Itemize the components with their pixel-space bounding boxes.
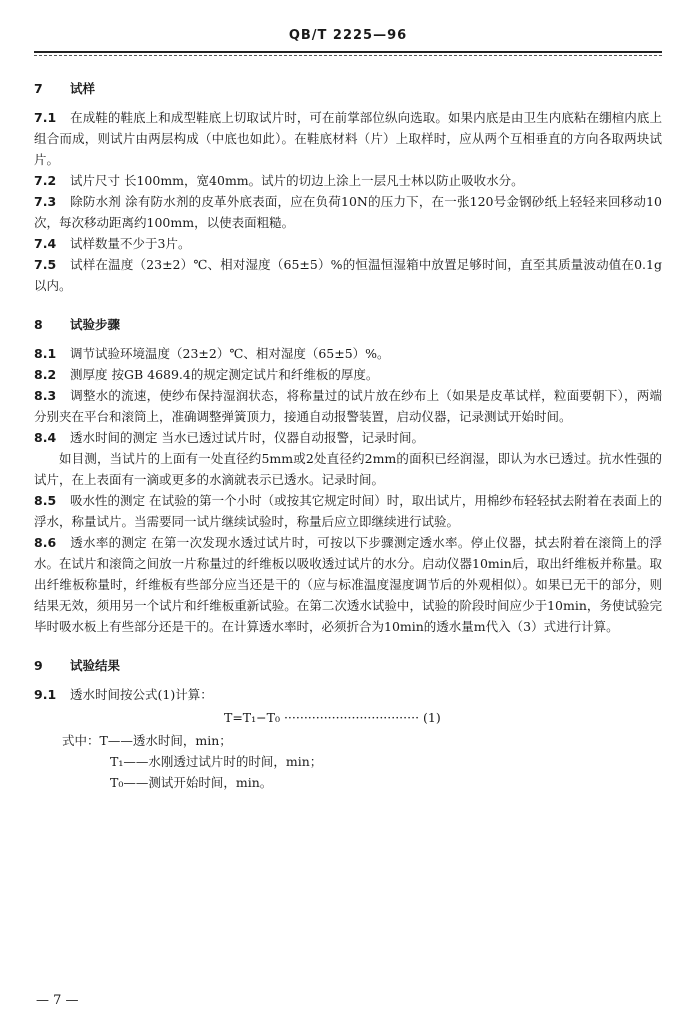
header-rule-dashed: [34, 55, 662, 56]
para-7-3: 7.3 除防水剂 涂有防水剂的皮革外底表面，应在负荷10N的压力下，在一张120号金钢砂纸上轻轻来回移动10次，每次移动距离约100mm，以使表面粗糙。: [34, 194, 662, 230]
para-8-5: 8.5 吸水性的测定 在试验的第一个小时（或按其它规定时间）时，取出试片，用棉纱布轻轻拭去附着在表面上的浮水，称量试片。当需要同一试片继续试验时，称量后应立即继续进行试验。: [34, 493, 662, 529]
para-8-2: 8.2 测厚度 按GB 4689.4的规定测定试片和纤维板的厚度。: [34, 367, 379, 382]
where-t: 式中：T——透水时间，min；: [62, 733, 232, 748]
page-header: QB/T 2225—96: [288, 28, 408, 43]
section-9-heading: 9 试验结果: [34, 658, 121, 673]
para-8-4-cont: 如目测，当试片的上面有一处直径约5mm或2处直径约2mm的面积已经润湿，即认为水已透过。抗水性强的试片，在上表面有一滴或更多的水滴就表示已透水。记录时间。: [34, 451, 662, 487]
para-7-1: 7.1 在成鞋的鞋底上和成型鞋底上切取试片时，可在前掌部位纵向选取。如果内底是由卫生内底粘在绷楦内底上组合而成，则试片由两层构成（中底也如此）。在鞋底材料（片）上取样时，应从两个互相垂直的方向各取两块试片。: [34, 110, 662, 167]
para-8-1: 8.1 调节试验环境温度（23±2）℃、相对湿度（65±5）%。: [34, 346, 390, 361]
para-9-1: 9.1 透水时间按公式(1)计算：: [34, 687, 213, 702]
para-7-4: 7.4 试样数量不少于3片。: [34, 236, 191, 251]
para-7-5: 7.5 试样在温度（23±2）℃、相对湿度（65±5）%的恒温恒湿箱中放置足够时间，直至其质量波动值在0.1g以内。: [34, 257, 662, 293]
where-t0: T₀——测试开始时间，min。: [110, 775, 273, 790]
header-rule: [34, 51, 662, 53]
para-8-6: 8.6 透水率的测定 在第一次发现水透过试片时，可按以下步骤测定透水率。停止仪器，拭去附着在滚筒上的浮水。在试片和滚筒之间放一片称量过的纤维板以吸收透过试片的水分。启动仪器10min后，取出纤维板并称量。取出纤维板称量时，纤维板有些部分应当还是干的（应与标准温度湿度调节后的外观相似）。如果已无干的部分，则结果无效，须用另一个试片和纤维板重新试验。在第二次透水试验中，试验的阶段时间应少于10min，务使试验完毕时吸水板上有些部分还是干的。在计算透水率时，必须折合为10min的透水量m代入（3）式进行计算。: [34, 535, 662, 634]
section-7-heading: 7 试样: [34, 81, 96, 96]
para-8-3: 8.3 调整水的流速，使纱布保持湿润状态，将称量过的试片放在纱布上（如果是皮革试样，粒面要朝下），两端分别夹在平台和滚筒上，准确调整弹簧顶力，接通自动报警装置，启动仪器，记录测试开始时间。: [34, 388, 662, 424]
section-8-heading: 8 试验步骤: [34, 317, 121, 332]
page-number: — 7 —: [36, 993, 79, 1008]
where-t1: T₁——水刚透过试片时的时间，min；: [110, 754, 323, 769]
para-8-4: 8.4 透水时间的测定 当水已透过试片时，仪器自动报警，记录时间。: [34, 430, 424, 445]
formula-1: T=T₁−T₀ ·································· (1): [224, 710, 441, 725]
document-body: [34, 70, 662, 793]
para-7-2: 7.2 试片尺寸 长100mm，宽40mm。试片的切边上涂上一层凡士林以防止吸收水分。: [34, 173, 524, 188]
